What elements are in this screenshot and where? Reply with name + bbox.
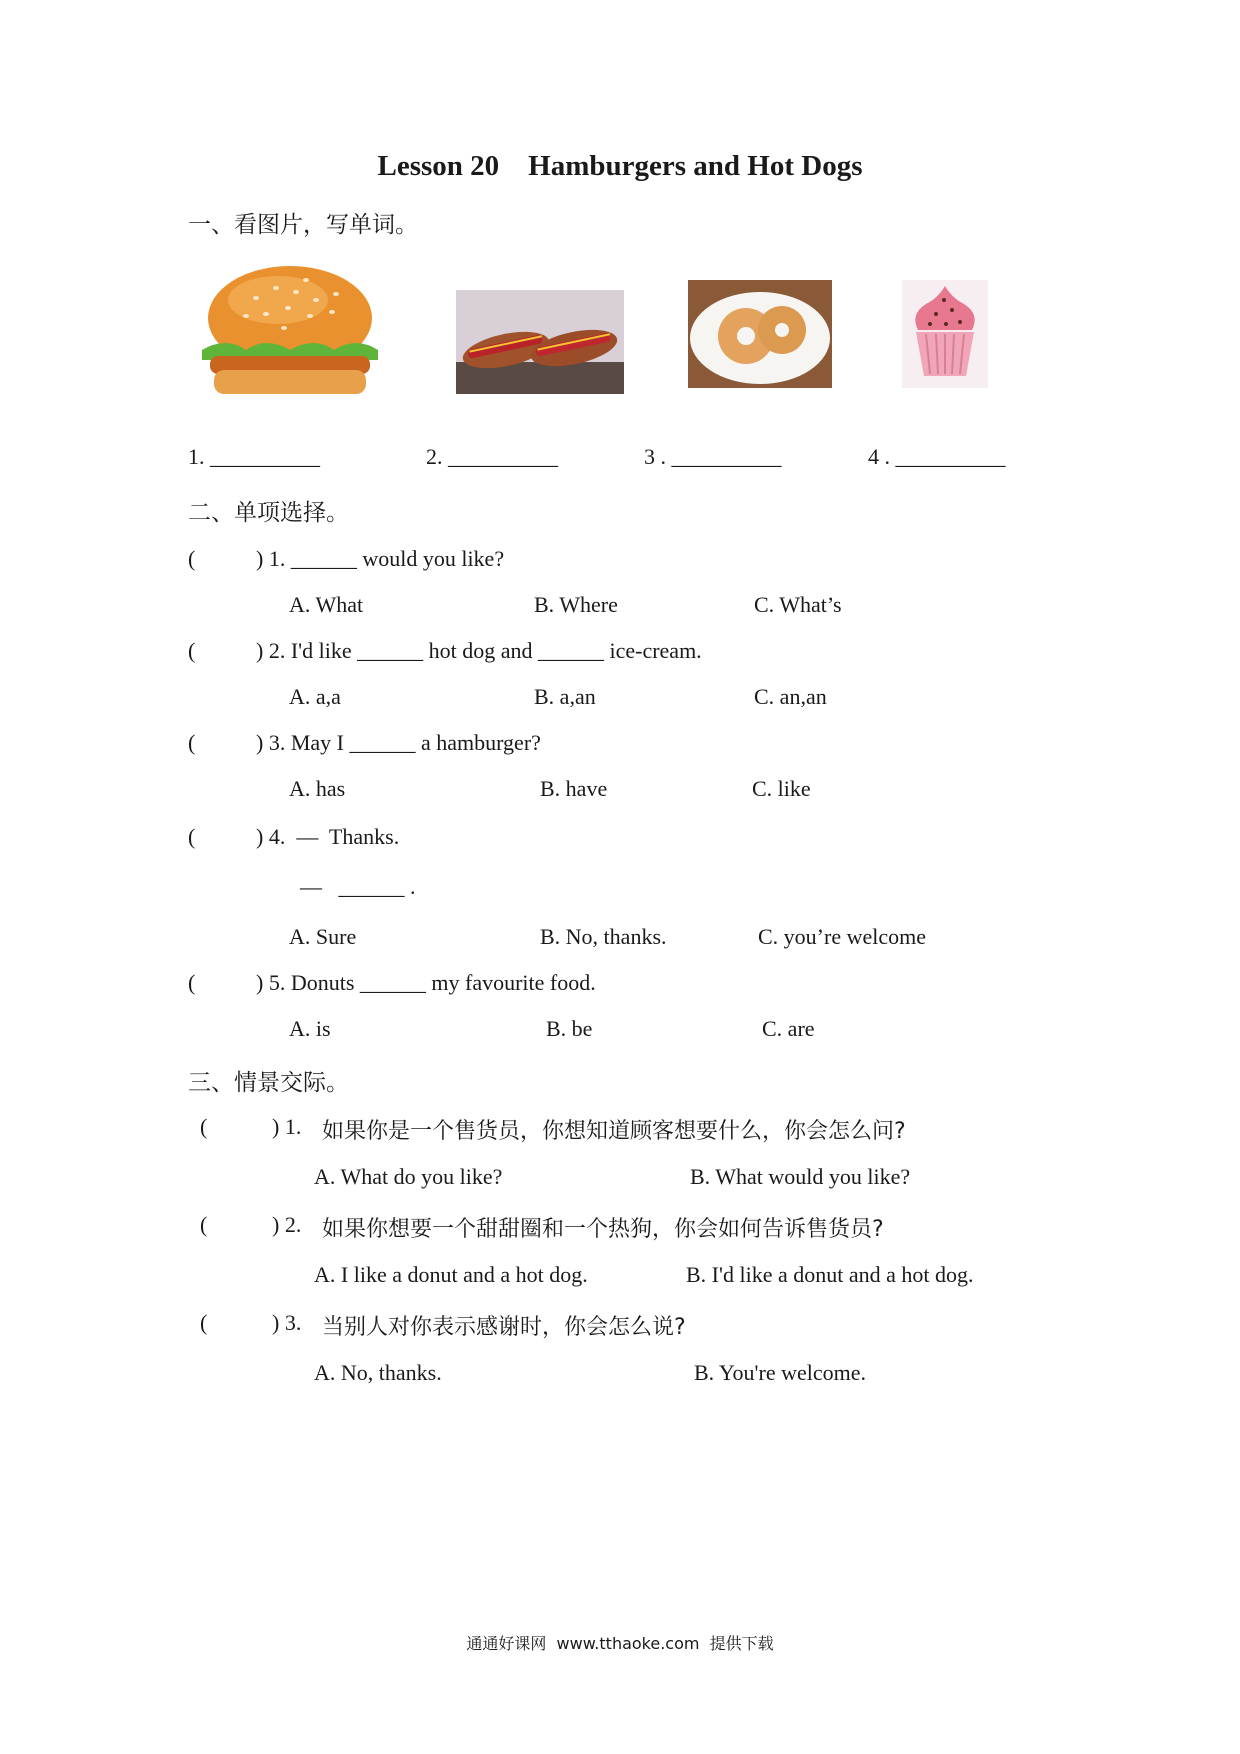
footer-source: 通通好课网 www.tthaoke.com 提供下载 (466, 1634, 774, 1653)
option-b[interactable]: B. What would you like? (690, 1164, 911, 1189)
question-stem: 如果你是一个售货员，你想知道顾客想要什么，你会怎么问? (322, 1119, 906, 1144)
hamburger-image (196, 258, 384, 406)
option-c[interactable]: C. like (752, 776, 811, 801)
option-b[interactable]: B. I'd like a donut and a hot dog. (686, 1262, 974, 1287)
question-stem: 如果你想要一个甜甜圈和一个热狗，你会如何告诉售货员? (322, 1217, 884, 1242)
question-stem: ) 1. ______ would you like? (256, 546, 505, 571)
option-b[interactable]: B. be (546, 1016, 593, 1041)
question-stem: ) 4. — Thanks. (256, 824, 400, 849)
option-c[interactable]: C. What’s (754, 592, 842, 617)
blank-1[interactable]: 1. __________ (188, 444, 320, 469)
hot-dog-image (456, 290, 624, 394)
blank-4[interactable]: 4 . __________ (868, 444, 1006, 469)
question-number: ) 2. (272, 1212, 302, 1237)
answer-line[interactable]: — ______ . (300, 874, 416, 899)
option-c[interactable]: C. an,an (754, 684, 827, 709)
option-b[interactable]: B. You're welcome. (694, 1360, 867, 1385)
option-b[interactable]: B. have (540, 776, 608, 801)
donut-image (688, 280, 832, 388)
ice-cream-image (902, 280, 988, 388)
option-a[interactable]: A. a,a (289, 684, 341, 709)
question-stem: ) 5. Donuts ______ my favourite food. (256, 970, 596, 995)
question-number: ) 1. (272, 1114, 302, 1139)
option-a[interactable]: A. What do you like? (314, 1164, 503, 1189)
option-a[interactable]: A. No, thanks. (314, 1360, 442, 1385)
section-2-heading: 二、单项选择。 (188, 500, 349, 526)
option-a[interactable]: A. I like a donut and a hot dog. (314, 1262, 588, 1287)
option-c[interactable]: C. are (762, 1016, 815, 1041)
answer-paren[interactable]: ( (200, 1212, 208, 1237)
answer-paren[interactable]: ( (188, 824, 196, 849)
question-stem: ) 3. May I ______ a hamburger? (256, 730, 541, 755)
option-a[interactable]: A. is (289, 1016, 331, 1041)
answer-paren[interactable]: ( (188, 546, 196, 571)
section-1-heading: 一、看图片，写单词。 (188, 212, 418, 238)
question-stem: ) 2. I'd like ______ hot dog and ______ ice-cream. (256, 638, 702, 663)
option-a[interactable]: A. has (289, 776, 346, 801)
option-a[interactable]: A. What (289, 592, 364, 617)
option-b[interactable]: B. Where (534, 592, 618, 617)
answer-paren[interactable]: ( (188, 638, 196, 663)
section-3-heading: 三、情景交际。 (188, 1070, 349, 1096)
blank-3[interactable]: 3 . __________ (644, 444, 782, 469)
option-a[interactable]: A. Sure (289, 924, 357, 949)
question-number: ) 3. (272, 1310, 302, 1335)
answer-paren[interactable]: ( (200, 1310, 208, 1335)
answer-paren[interactable]: ( (200, 1114, 208, 1139)
blank-2[interactable]: 2. __________ (426, 444, 558, 469)
answer-paren[interactable]: ( (188, 730, 196, 755)
option-b[interactable]: B. a,an (534, 684, 596, 709)
answer-paren[interactable]: ( (188, 970, 196, 995)
page-title: Lesson 20 Hamburgers and Hot Dogs (377, 150, 863, 182)
question-stem: 当别人对你表示感谢时，你会怎么说? (322, 1315, 686, 1340)
option-c[interactable]: C. you’re welcome (758, 924, 926, 949)
option-b[interactable]: B. No, thanks. (540, 924, 667, 949)
